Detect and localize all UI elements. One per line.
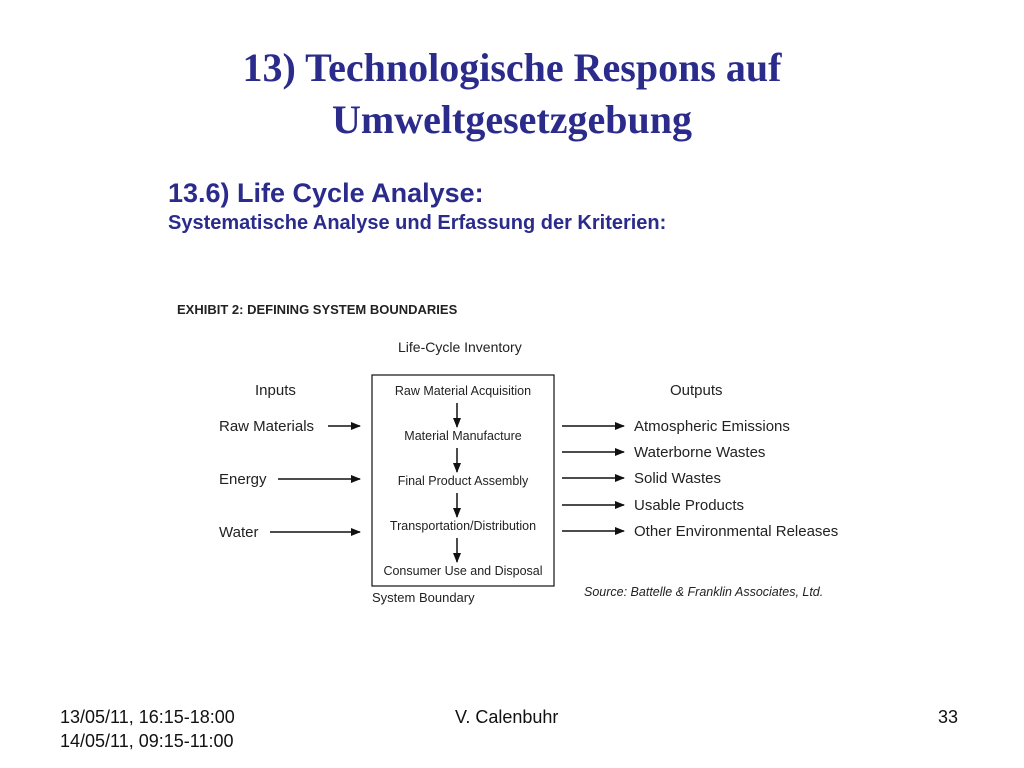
boundary-label: System Boundary xyxy=(372,590,475,605)
inputs-group xyxy=(219,418,360,541)
slide-title-line-1: 13) Technologische Respons auf xyxy=(242,45,782,90)
stage-label: Final Product Assembly xyxy=(397,474,529,488)
footer-dates xyxy=(60,705,235,753)
output-label: Other Environmental Releases xyxy=(634,523,839,540)
inputs-header: Inputs xyxy=(255,382,296,399)
page-number: 33 xyxy=(938,707,959,727)
stage-label: Consumer Use and Disposal xyxy=(383,564,543,578)
section-title: 13.6) Life Cycle Analyse: xyxy=(168,178,484,208)
stage-label: Transportation/Distribution xyxy=(389,519,537,533)
footer-author: V. Calenbuhr xyxy=(455,707,559,727)
stages-group xyxy=(383,384,542,578)
output-label: Usable Products xyxy=(634,497,745,514)
outputs-header: Outputs xyxy=(670,382,723,399)
input-label: Energy xyxy=(219,471,267,488)
stage-label: Material Manufacture xyxy=(404,429,522,443)
input-label: Raw Materials xyxy=(219,418,315,435)
footer-date-1: 13/05/11, 16:15-18:00 xyxy=(60,707,235,727)
output-label: Waterborne Wastes xyxy=(634,444,766,461)
input-label: Water xyxy=(219,524,259,541)
stage-label: Raw Material Acquisition xyxy=(394,384,532,398)
output-label: Atmospheric Emissions xyxy=(634,418,790,435)
source-note: Source: Battelle & Franklin Associates, Ltd. xyxy=(584,585,824,599)
section-subtitle: Systematische Analyse und Erfassung der Kriterien: xyxy=(168,212,667,234)
output-label: Solid Wastes xyxy=(634,470,721,487)
outputs-group xyxy=(562,418,838,540)
exhibit-heading: EXHIBIT 2: DEFINING SYSTEM BOUNDARIES xyxy=(177,302,458,317)
slide-title-line-2: Umweltgesetzgebung xyxy=(332,97,692,142)
inventory-label: Life-Cycle Inventory xyxy=(398,339,522,355)
footer-date-2: 14/05/11, 09:15-11:00 xyxy=(60,731,234,751)
